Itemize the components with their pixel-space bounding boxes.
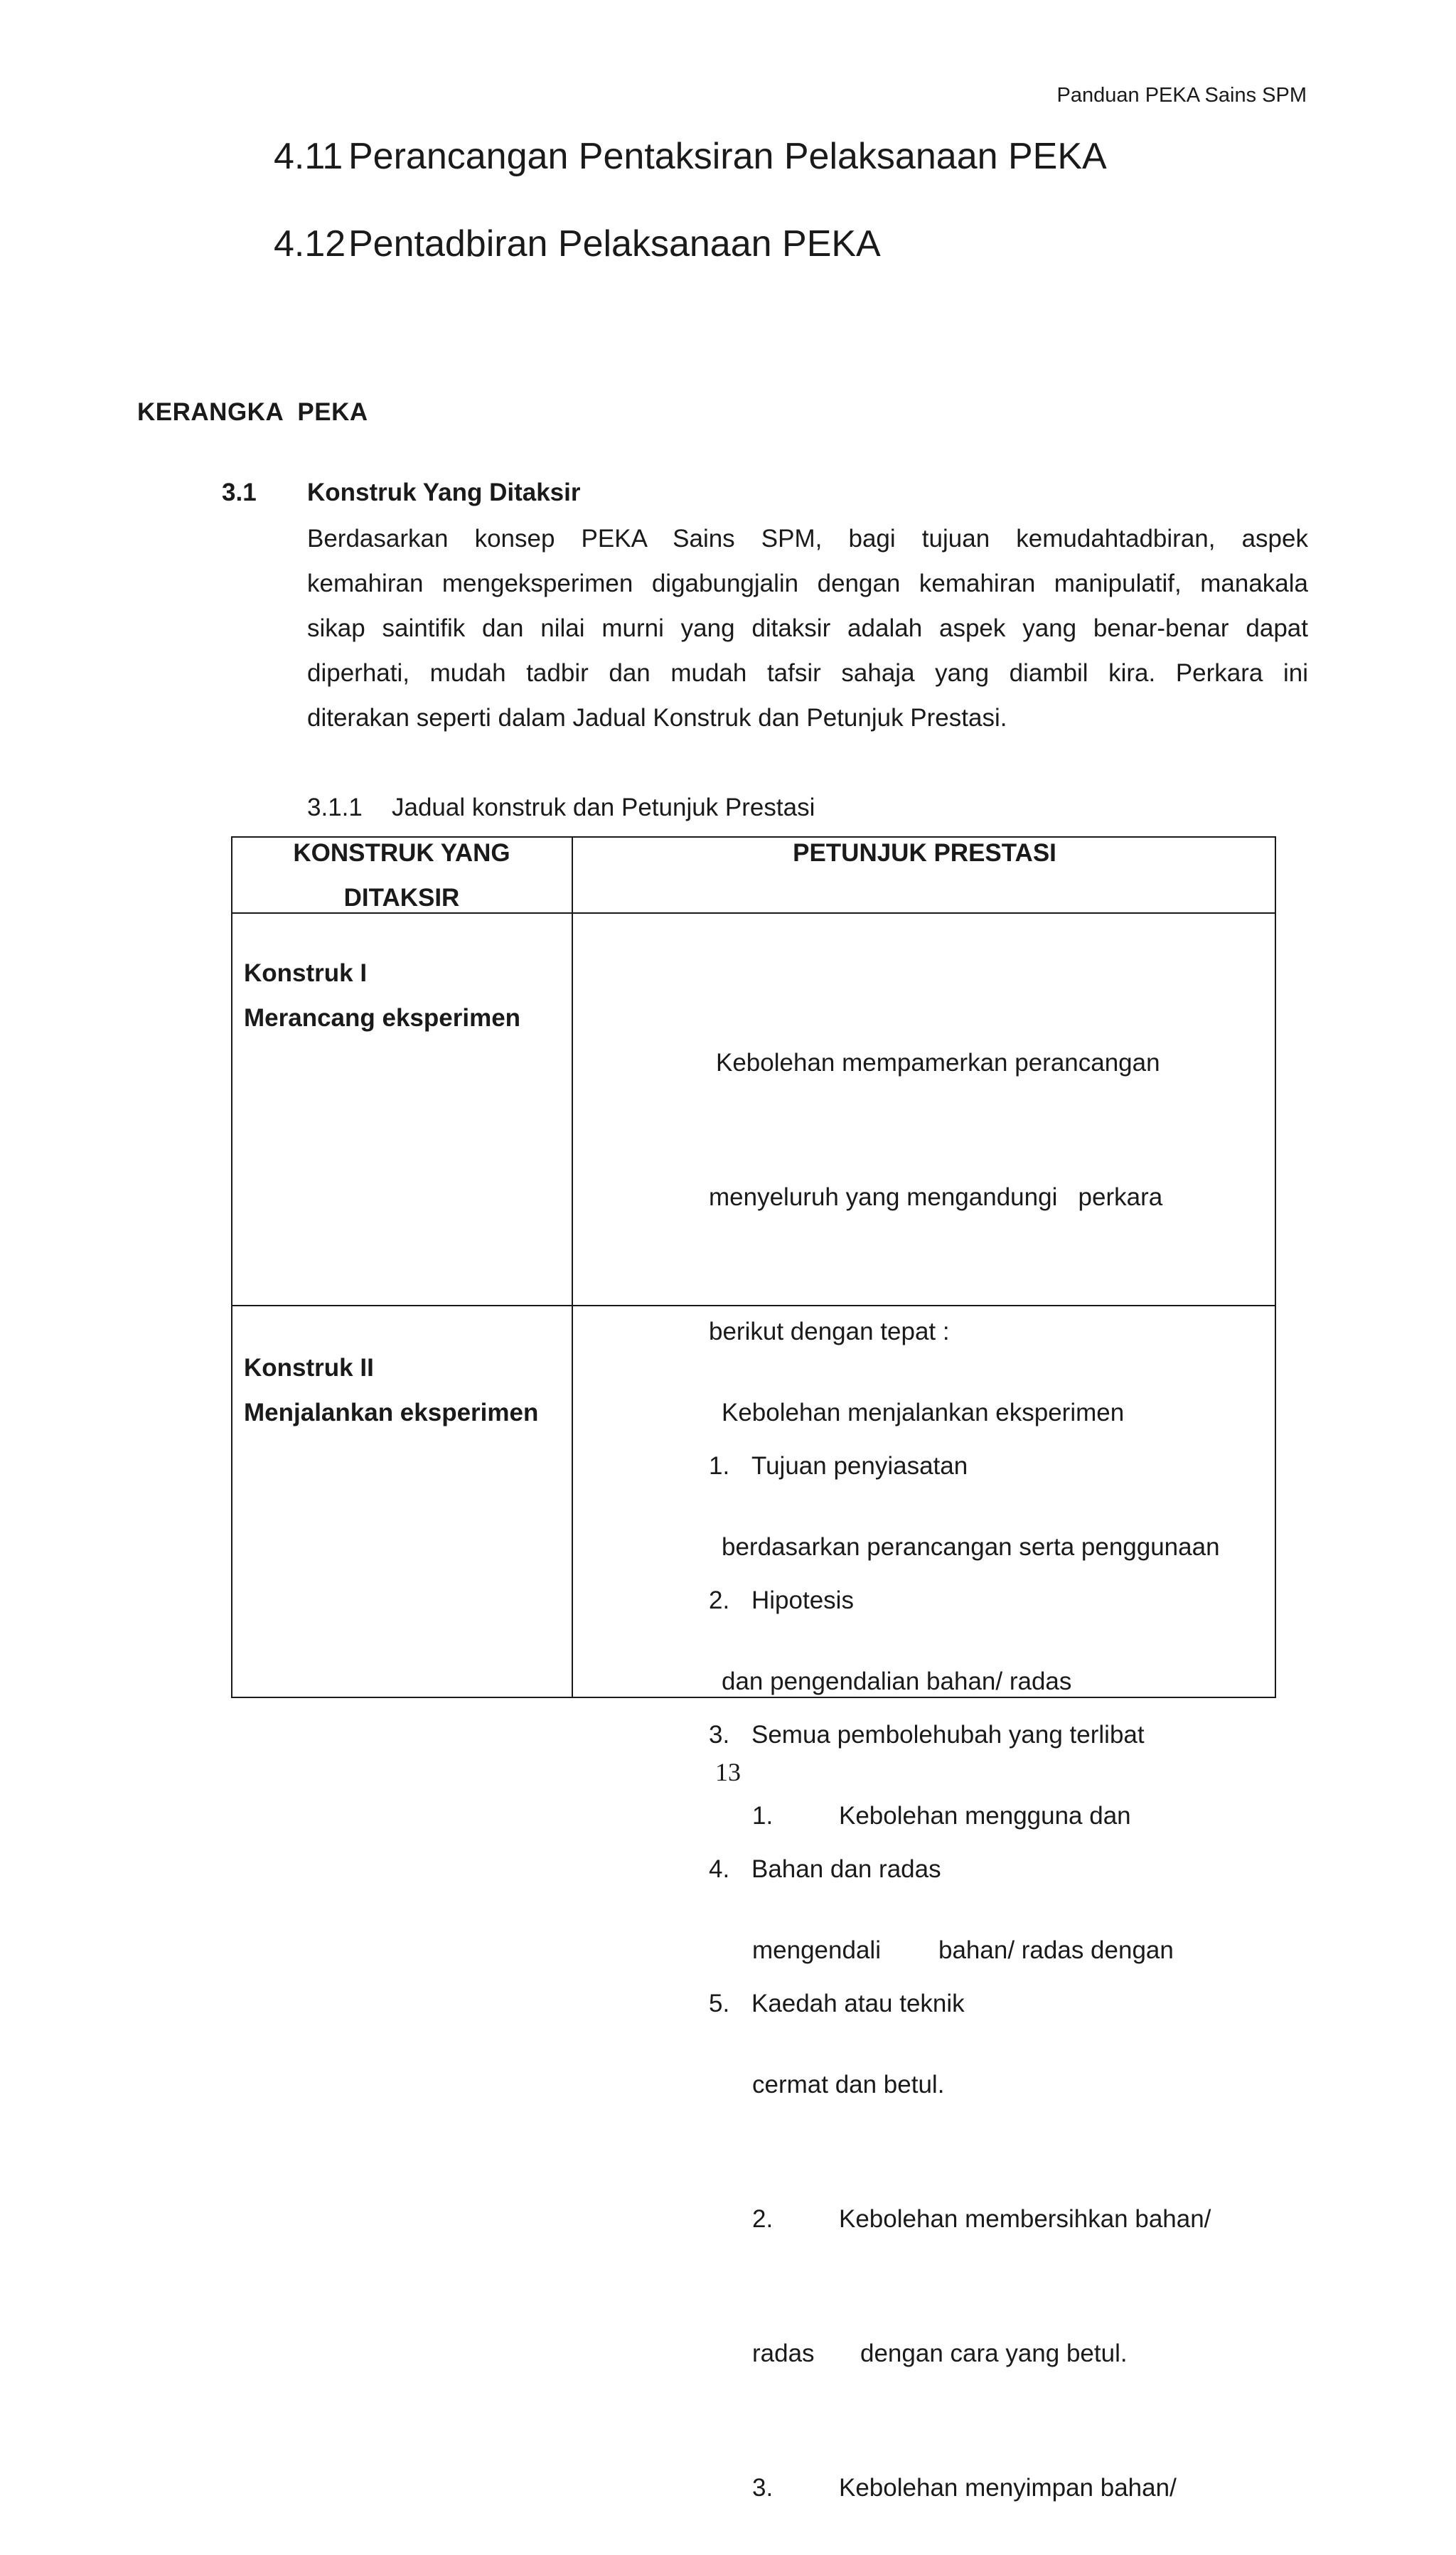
list-number: 1. (752, 1802, 774, 1830)
list-text: mengendali (752, 1936, 881, 1964)
table-caption (307, 794, 815, 822)
table-caption-title: Jadual konstruk dan Petunjuk Prestasi (392, 794, 815, 821)
list-item (722, 2465, 1220, 2510)
paragraph-line: kemahiran mengeksperimen digabungjalin dengan kemahiran manipulatif, manakala (307, 570, 1308, 597)
paragraph-line: sikap saintifik dan nilai murni yang ditaksir adalah aspek yang benar-benar dapat (307, 614, 1308, 642)
list-text: Kaedah atau teknik (751, 1990, 965, 2017)
list-number: 3. (709, 1721, 730, 1749)
list-item-continued (722, 2331, 1220, 2376)
list-number: 2. (709, 1586, 730, 1614)
list-number: 2. (752, 2205, 774, 2233)
list-text: Bahan dan radas (751, 1855, 941, 1883)
table-header-construct (231, 831, 572, 920)
body-paragraph (307, 516, 1308, 740)
table-header-indicator: PETUNJUK PRESTASI (793, 839, 1056, 867)
subsection-number: 3.1 (222, 479, 257, 506)
list-text: radas (752, 2340, 815, 2367)
toc-entry[interactable] (274, 223, 881, 265)
list-item (722, 1793, 1220, 1838)
table-caption-number: 3.1.1 (307, 794, 363, 821)
indicator-text: menyeluruh yang mengandungi perkara (709, 1183, 1163, 1211)
list-number: 3. (752, 2474, 774, 2502)
list-number: 5. (709, 1990, 730, 2017)
construct-cell (244, 1345, 538, 1435)
list-number: 1. (709, 1452, 730, 1480)
running-header: Panduan PEKA Sains SPM (1056, 84, 1307, 107)
toc-title: Perancangan Pentaksiran Pelaksanaan PEKA (348, 136, 1107, 177)
construct-description: Menjalankan eksperimen (244, 1399, 539, 1426)
construct-name: Konstruk I (244, 959, 368, 987)
subsection-title: Konstruk Yang Ditaksir (307, 479, 581, 506)
toc-entry[interactable] (274, 135, 1107, 178)
list-text: Semua pembolehubah yang terlibat (751, 1721, 1145, 1749)
list-text: dengan cara yang betul. (860, 2340, 1128, 2367)
list-text: bahan/ radas dengan (938, 1936, 1174, 1964)
header-line: DITAKSIR (343, 884, 460, 912)
toc-number: 4.11 (274, 136, 343, 177)
list-text: Kebolehan mengguna dan (839, 1802, 1131, 1830)
paragraph-line: Berdasarkan konsep PEKA Sains SPM, bagi tujuan kemudahtadbiran, aspek (307, 525, 1308, 553)
paragraph-line: diperhati, mudah tadbir dan mudah tafsir sahaja yang diambil kira. Perkara ini (307, 659, 1308, 687)
construct-cell (244, 951, 520, 1040)
list-text: Hipotesis (751, 1586, 854, 1614)
indicator-text: Kebolehan menjalankan eksperimen (722, 1399, 1125, 1426)
construct-description: Merancang eksperimen (244, 1004, 521, 1032)
indicator-cell (722, 1301, 1220, 2555)
construct-name: Konstruk II (244, 1354, 374, 1382)
header-line: KONSTRUK YANG (293, 839, 510, 867)
page-number: 13 (715, 1758, 741, 1786)
indicator-text: Kebolehan mempamerkan perancangan (716, 1049, 1160, 1077)
list-item-continued: cermat dan betul. (752, 2071, 945, 2098)
toc-number: 4.12 (274, 223, 346, 265)
paragraph-line: diterakan seperti dalam Jadual Konstruk dan Petunjuk Prestasi. (307, 704, 1007, 732)
indicator-text: berdasarkan perancangan serta penggunaan (722, 1533, 1220, 1561)
list-item (722, 2197, 1220, 2241)
list-text: Tujuan penyiasatan (751, 1452, 968, 1480)
list-item-continued (722, 1928, 1220, 1973)
list-number: 4. (709, 1855, 730, 1883)
indicator-text: berikut dengan tepat : (709, 1318, 950, 1345)
list-text: Kebolehan membersihkan bahan/ (839, 2205, 1211, 2233)
table-column-divider (572, 836, 573, 1698)
list-text: Kebolehan menyimpan bahan/ (839, 2474, 1177, 2502)
indicator-text: dan pengendalian bahan/ radas (722, 1668, 1072, 1695)
section-heading: KERANGKA PEKA (137, 398, 368, 426)
toc-title: Pentadbiran Pelaksanaan PEKA (348, 223, 881, 265)
